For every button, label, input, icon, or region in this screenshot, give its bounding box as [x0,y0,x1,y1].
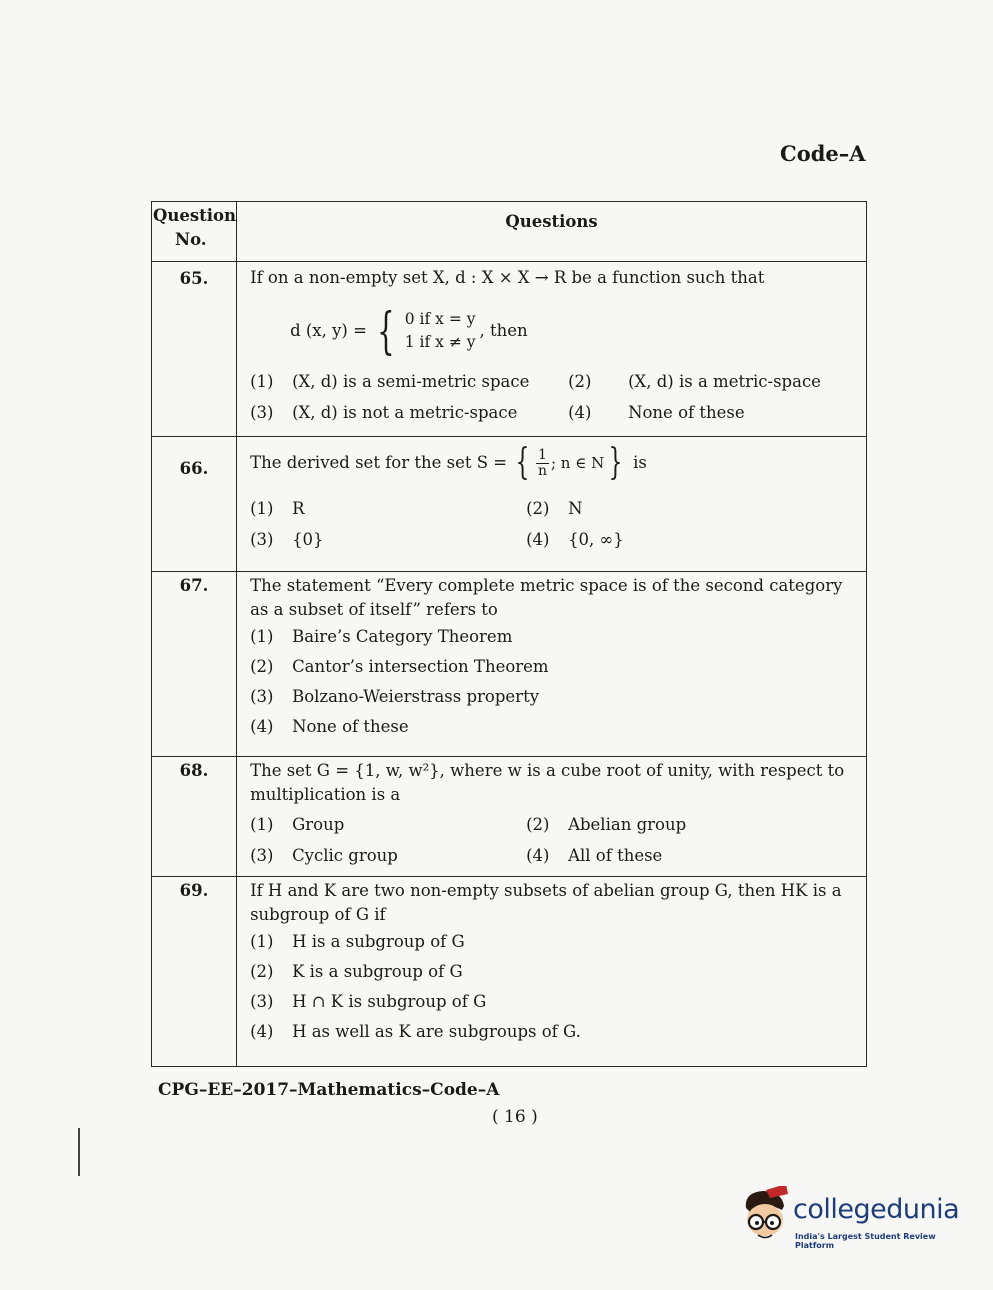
logo-tagline: India's Largest Student Review Platform [795,1232,936,1250]
option-text: N [568,499,583,518]
option-number: (2) [250,962,274,981]
option [250,987,862,1017]
option-number: (3) [250,687,274,706]
option-text: K is a subgroup of G [292,962,463,981]
question-number: 67. [152,572,237,757]
options-grid [250,366,862,428]
option-number: (1) [250,627,274,646]
question-text-post: is [633,453,647,472]
option-number: (3) [250,846,274,865]
fraction [536,448,549,479]
formula-tail: , then [479,321,528,340]
paper-code: Code–A [780,141,866,166]
question-body [237,572,867,757]
option-number: (2) [250,657,274,676]
fraction-numerator: 1 [538,446,547,463]
option-text: Cantor’s intersection Theorem [292,657,549,676]
question-row [152,437,867,572]
mascot-icon [738,1186,793,1256]
option-number: (4) [250,1022,274,1041]
formula-lhs: d (x, y) = [290,321,367,340]
page-number: ( 16 ) [492,1107,538,1127]
question-number: 69. [152,877,237,1067]
option-text: All of these [568,846,663,865]
option-number: (2) [526,815,550,834]
formula-case: 0 if x = y [404,310,476,328]
question-row [152,877,867,1067]
formula-case: 1 if x ≠ y [404,333,476,351]
option-text: H ∩ K is subgroup of G [292,992,487,1011]
option [250,682,862,712]
option-number: (2) [568,372,592,391]
options-grid [250,493,862,555]
option-text: R [292,499,305,518]
question-number: 66. [152,437,237,572]
option [250,712,862,742]
question-row [152,757,867,877]
set-condition: ; n ∈ N [550,454,605,472]
option-text: Bolzano-Weierstrass property [292,687,540,706]
logo-wordmark: collegedunia [793,1194,960,1225]
left-brace-symbol: { [377,302,395,360]
option-text: (X, d) is a metric-space [628,372,821,391]
option-text: Baire’s Category Theorem [292,627,513,646]
question-text: The set G = {1, w, w²}, where w is a cube root of unity, with respect to multiplication is a [250,761,845,804]
option-number: (4) [526,846,550,865]
set-brace-open-symbol: { [515,442,530,483]
option-text: None of these [628,403,745,422]
question-text-pre: The derived set for the set S = [250,453,508,472]
set-brace-close-symbol: } [608,442,623,483]
option-text: Group [292,815,345,834]
question-row [152,262,867,437]
option-number: (3) [250,403,274,422]
option-text: (X, d) is not a metric-space [292,403,518,422]
option-number: (1) [250,815,274,834]
option-number: (4) [250,717,274,736]
question-text [250,442,862,483]
option-number: (2) [526,499,550,518]
option-text: None of these [292,717,409,736]
option [250,927,862,957]
question-text: The statement “Every complete metric space is of the second category as a subset of itself” refers to [250,576,843,619]
qno-header-line1: Question [153,206,237,225]
option [250,622,862,652]
margin-line [78,1128,80,1176]
question-table [151,201,867,1067]
formula-cases [405,308,476,354]
question-row [152,572,867,757]
question-body [237,877,867,1067]
question-number: 68. [152,757,237,877]
option-number: (1) [250,372,274,391]
question-text: If H and K are two non-empty subsets of abelian group G, then HK is a subgroup of G if [250,881,842,924]
footer-paper-code: CPG–EE–2017–Mathematics–Code–A [158,1080,500,1100]
option-text: {0} [292,530,324,549]
option-number: (3) [250,992,274,1011]
option-text: (X, d) is a semi-metric space [292,372,530,391]
question-number: 65. [152,262,237,437]
qno-header [152,202,237,262]
option-text: Cyclic group [292,846,398,865]
option-number: (4) [568,403,592,422]
option [250,957,862,987]
qno-header-line2: No. [175,230,207,249]
option-number: (1) [250,499,274,518]
option-number: (3) [250,530,274,549]
option [250,652,862,682]
question-body [237,437,867,572]
option [250,1017,862,1047]
option-number: (1) [250,932,274,951]
options-grid [250,809,862,871]
option-text: H is a subgroup of G [292,932,465,951]
collegedunia-logo [738,1186,963,1256]
table-header-row [152,202,867,262]
fraction-denominator: n [537,462,547,479]
option-text: {0, ∞} [568,530,624,549]
question-body [237,757,867,877]
piecewise-formula [290,302,862,360]
question-text: If on a non-empty set X, d : X × X → R be a function such that [250,268,765,287]
option-text: Abelian group [568,815,687,834]
option-number: (4) [526,530,550,549]
questions-header: Questions [237,202,867,262]
question-body [237,262,867,437]
option-text: H as well as K are subgroups of G. [292,1022,581,1041]
